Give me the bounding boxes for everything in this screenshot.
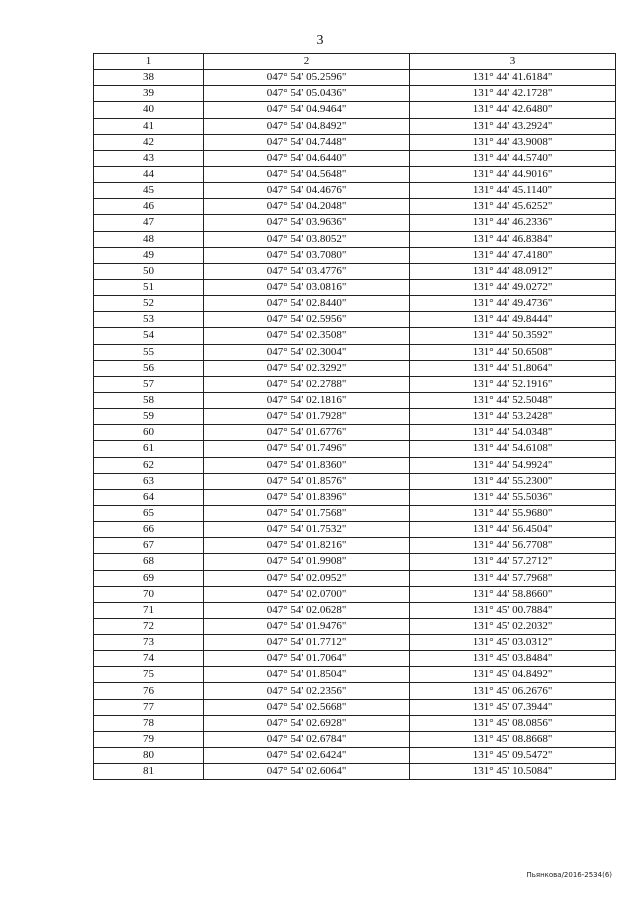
latitude-cell: 047° 54' 01.9908"	[204, 554, 410, 570]
table-row	[94, 296, 616, 312]
latitude-cell: 047° 54' 04.4676"	[204, 183, 410, 199]
longitude-cell: 131° 44' 54.9924"	[410, 457, 616, 473]
latitude-cell: 047° 54' 01.7928"	[204, 409, 410, 425]
longitude-cell: 131° 44' 42.6480"	[410, 102, 616, 118]
longitude-cell: 131° 44' 49.0272"	[410, 279, 616, 295]
table-row	[94, 102, 616, 118]
page-number: 3	[316, 33, 324, 48]
point-number-cell: 42	[94, 134, 204, 150]
table-row	[94, 360, 616, 376]
latitude-cell: 047° 54' 01.8396"	[204, 489, 410, 505]
latitude-cell: 047° 54' 01.9476"	[204, 618, 410, 634]
longitude-cell: 131° 45' 08.0856"	[410, 715, 616, 731]
point-number-cell: 72	[94, 618, 204, 634]
document-footer-code: Пьянкова/2016-2534(6)	[526, 871, 612, 879]
point-number-cell: 66	[94, 522, 204, 538]
table-row	[94, 457, 616, 473]
point-number-cell: 69	[94, 570, 204, 586]
table-row	[94, 586, 616, 602]
point-number-cell: 80	[94, 748, 204, 764]
table-row	[94, 425, 616, 441]
point-number-cell: 68	[94, 554, 204, 570]
column-header-number: 1	[94, 54, 204, 70]
table-row	[94, 70, 616, 86]
point-number-cell: 59	[94, 409, 204, 425]
table-row	[94, 312, 616, 328]
table-row	[94, 150, 616, 166]
latitude-cell: 047° 54' 01.8360"	[204, 457, 410, 473]
point-number-cell: 65	[94, 505, 204, 521]
point-number-cell: 44	[94, 166, 204, 182]
point-number-cell: 60	[94, 425, 204, 441]
latitude-cell: 047° 54' 01.7496"	[204, 441, 410, 457]
point-number-cell: 63	[94, 473, 204, 489]
latitude-cell: 047° 54' 01.7712"	[204, 635, 410, 651]
latitude-cell: 047° 54' 01.8216"	[204, 538, 410, 554]
latitude-cell: 047° 54' 03.4776"	[204, 263, 410, 279]
latitude-cell: 047° 54' 01.6776"	[204, 425, 410, 441]
latitude-cell: 047° 54' 02.0952"	[204, 570, 410, 586]
latitude-cell: 047° 54' 04.9464"	[204, 102, 410, 118]
point-number-cell: 54	[94, 328, 204, 344]
table-row	[94, 166, 616, 182]
latitude-cell: 047° 54' 02.3004"	[204, 344, 410, 360]
longitude-cell: 131° 44' 48.0912"	[410, 263, 616, 279]
longitude-cell: 131° 44' 55.9680"	[410, 505, 616, 521]
latitude-cell: 047° 54' 01.7532"	[204, 522, 410, 538]
table-row	[94, 392, 616, 408]
longitude-cell: 131° 44' 56.7708"	[410, 538, 616, 554]
table-row	[94, 651, 616, 667]
table-row	[94, 215, 616, 231]
table-row	[94, 247, 616, 263]
table-row	[94, 86, 616, 102]
longitude-cell: 131° 44' 52.1916"	[410, 376, 616, 392]
latitude-cell: 047° 54' 02.0700"	[204, 586, 410, 602]
longitude-cell: 131° 44' 43.9008"	[410, 134, 616, 150]
point-number-cell: 76	[94, 683, 204, 699]
point-number-cell: 74	[94, 651, 204, 667]
table-row	[94, 538, 616, 554]
point-number-cell: 41	[94, 118, 204, 134]
longitude-cell: 131° 45' 04.8492"	[410, 667, 616, 683]
longitude-cell: 131° 45' 02.2032"	[410, 618, 616, 634]
point-number-cell: 52	[94, 296, 204, 312]
latitude-cell: 047° 54' 01.7568"	[204, 505, 410, 521]
point-number-cell: 55	[94, 344, 204, 360]
latitude-cell: 047° 54' 03.8052"	[204, 231, 410, 247]
point-number-cell: 77	[94, 699, 204, 715]
longitude-cell: 131° 44' 55.5036"	[410, 489, 616, 505]
longitude-cell: 131° 44' 57.7968"	[410, 570, 616, 586]
point-number-cell: 61	[94, 441, 204, 457]
longitude-cell: 131° 44' 50.3592"	[410, 328, 616, 344]
latitude-cell: 047° 54' 02.2356"	[204, 683, 410, 699]
latitude-cell: 047° 54' 03.7080"	[204, 247, 410, 263]
longitude-cell: 131° 45' 10.5084"	[410, 764, 616, 780]
longitude-cell: 131° 44' 42.1728"	[410, 86, 616, 102]
latitude-cell: 047° 54' 04.8492"	[204, 118, 410, 134]
point-number-cell: 78	[94, 715, 204, 731]
latitude-cell: 047° 54' 04.2048"	[204, 199, 410, 215]
point-number-cell: 73	[94, 635, 204, 651]
longitude-cell: 131° 44' 45.1140"	[410, 183, 616, 199]
point-number-cell: 49	[94, 247, 204, 263]
point-number-cell: 57	[94, 376, 204, 392]
point-number-cell: 38	[94, 70, 204, 86]
latitude-cell: 047° 54' 02.6928"	[204, 715, 410, 731]
table-row	[94, 748, 616, 764]
longitude-cell: 131° 45' 03.0312"	[410, 635, 616, 651]
point-number-cell: 71	[94, 602, 204, 618]
longitude-cell: 131° 45' 08.8668"	[410, 731, 616, 747]
coordinates-table	[93, 53, 616, 780]
latitude-cell: 047° 54' 03.9636"	[204, 215, 410, 231]
table-row	[94, 344, 616, 360]
column-header-latitude: 2	[204, 54, 410, 70]
table-row	[94, 376, 616, 392]
table-row	[94, 473, 616, 489]
table-row	[94, 699, 616, 715]
latitude-cell: 047° 54' 02.3292"	[204, 360, 410, 376]
latitude-cell: 047° 54' 01.7064"	[204, 651, 410, 667]
table-row	[94, 764, 616, 780]
table-row	[94, 328, 616, 344]
longitude-cell: 131° 44' 46.2336"	[410, 215, 616, 231]
latitude-cell: 047° 54' 02.2788"	[204, 376, 410, 392]
point-number-cell: 58	[94, 392, 204, 408]
latitude-cell: 047° 54' 01.8576"	[204, 473, 410, 489]
longitude-cell: 131° 44' 46.8384"	[410, 231, 616, 247]
longitude-cell: 131° 45' 06.2676"	[410, 683, 616, 699]
table-row	[94, 635, 616, 651]
latitude-cell: 047° 54' 02.0628"	[204, 602, 410, 618]
table-row	[94, 489, 616, 505]
point-number-cell: 50	[94, 263, 204, 279]
longitude-cell: 131° 45' 07.3944"	[410, 699, 616, 715]
latitude-cell: 047° 54' 04.7448"	[204, 134, 410, 150]
longitude-cell: 131° 44' 56.4504"	[410, 522, 616, 538]
longitude-cell: 131° 45' 09.5472"	[410, 748, 616, 764]
column-header-longitude: 3	[410, 54, 616, 70]
point-number-cell: 64	[94, 489, 204, 505]
table-row	[94, 183, 616, 199]
point-number-cell: 40	[94, 102, 204, 118]
longitude-cell: 131° 44' 44.9016"	[410, 166, 616, 182]
table-row	[94, 570, 616, 586]
point-number-cell: 53	[94, 312, 204, 328]
point-number-cell: 79	[94, 731, 204, 747]
latitude-cell: 047° 54' 02.5668"	[204, 699, 410, 715]
longitude-cell: 131° 45' 00.7884"	[410, 602, 616, 618]
table-row	[94, 441, 616, 457]
table-row	[94, 134, 616, 150]
longitude-cell: 131° 44' 50.6508"	[410, 344, 616, 360]
longitude-cell: 131° 44' 44.5740"	[410, 150, 616, 166]
latitude-cell: 047° 54' 02.6424"	[204, 748, 410, 764]
table-row	[94, 683, 616, 699]
latitude-cell: 047° 54' 05.2596"	[204, 70, 410, 86]
longitude-cell: 131° 44' 51.8064"	[410, 360, 616, 376]
longitude-cell: 131° 44' 49.8444"	[410, 312, 616, 328]
table-row	[94, 731, 616, 747]
table-row	[94, 409, 616, 425]
point-number-cell: 75	[94, 667, 204, 683]
latitude-cell: 047° 54' 04.5648"	[204, 166, 410, 182]
point-number-cell: 46	[94, 199, 204, 215]
table-row	[94, 263, 616, 279]
longitude-cell: 131° 44' 45.6252"	[410, 199, 616, 215]
table-header-row	[94, 54, 616, 70]
longitude-cell: 131° 44' 43.2924"	[410, 118, 616, 134]
point-number-cell: 70	[94, 586, 204, 602]
latitude-cell: 047° 54' 01.8504"	[204, 667, 410, 683]
longitude-cell: 131° 44' 53.2428"	[410, 409, 616, 425]
point-number-cell: 48	[94, 231, 204, 247]
latitude-cell: 047° 54' 05.0436"	[204, 86, 410, 102]
table-row	[94, 118, 616, 134]
point-number-cell: 56	[94, 360, 204, 376]
latitude-cell: 047° 54' 02.6064"	[204, 764, 410, 780]
table-row	[94, 667, 616, 683]
latitude-cell: 047° 54' 03.0816"	[204, 279, 410, 295]
table-row	[94, 279, 616, 295]
table-row	[94, 522, 616, 538]
longitude-cell: 131° 44' 57.2712"	[410, 554, 616, 570]
point-number-cell: 45	[94, 183, 204, 199]
point-number-cell: 51	[94, 279, 204, 295]
point-number-cell: 39	[94, 86, 204, 102]
longitude-cell: 131° 44' 54.6108"	[410, 441, 616, 457]
table-row	[94, 715, 616, 731]
longitude-cell: 131° 44' 55.2300"	[410, 473, 616, 489]
longitude-cell: 131° 45' 03.8484"	[410, 651, 616, 667]
table-row	[94, 554, 616, 570]
point-number-cell: 47	[94, 215, 204, 231]
longitude-cell: 131° 44' 58.8660"	[410, 586, 616, 602]
latitude-cell: 047° 54' 02.5956"	[204, 312, 410, 328]
latitude-cell: 047° 54' 04.6440"	[204, 150, 410, 166]
point-number-cell: 81	[94, 764, 204, 780]
point-number-cell: 62	[94, 457, 204, 473]
longitude-cell: 131° 44' 49.4736"	[410, 296, 616, 312]
point-number-cell: 67	[94, 538, 204, 554]
longitude-cell: 131° 44' 54.0348"	[410, 425, 616, 441]
table-row	[94, 231, 616, 247]
longitude-cell: 131° 44' 41.6184"	[410, 70, 616, 86]
latitude-cell: 047° 54' 02.3508"	[204, 328, 410, 344]
longitude-cell: 131° 44' 52.5048"	[410, 392, 616, 408]
table-row	[94, 505, 616, 521]
latitude-cell: 047° 54' 02.8440"	[204, 296, 410, 312]
point-number-cell: 43	[94, 150, 204, 166]
longitude-cell: 131° 44' 47.4180"	[410, 247, 616, 263]
table-row	[94, 618, 616, 634]
latitude-cell: 047° 54' 02.6784"	[204, 731, 410, 747]
table-row	[94, 602, 616, 618]
table-row	[94, 199, 616, 215]
latitude-cell: 047° 54' 02.1816"	[204, 392, 410, 408]
